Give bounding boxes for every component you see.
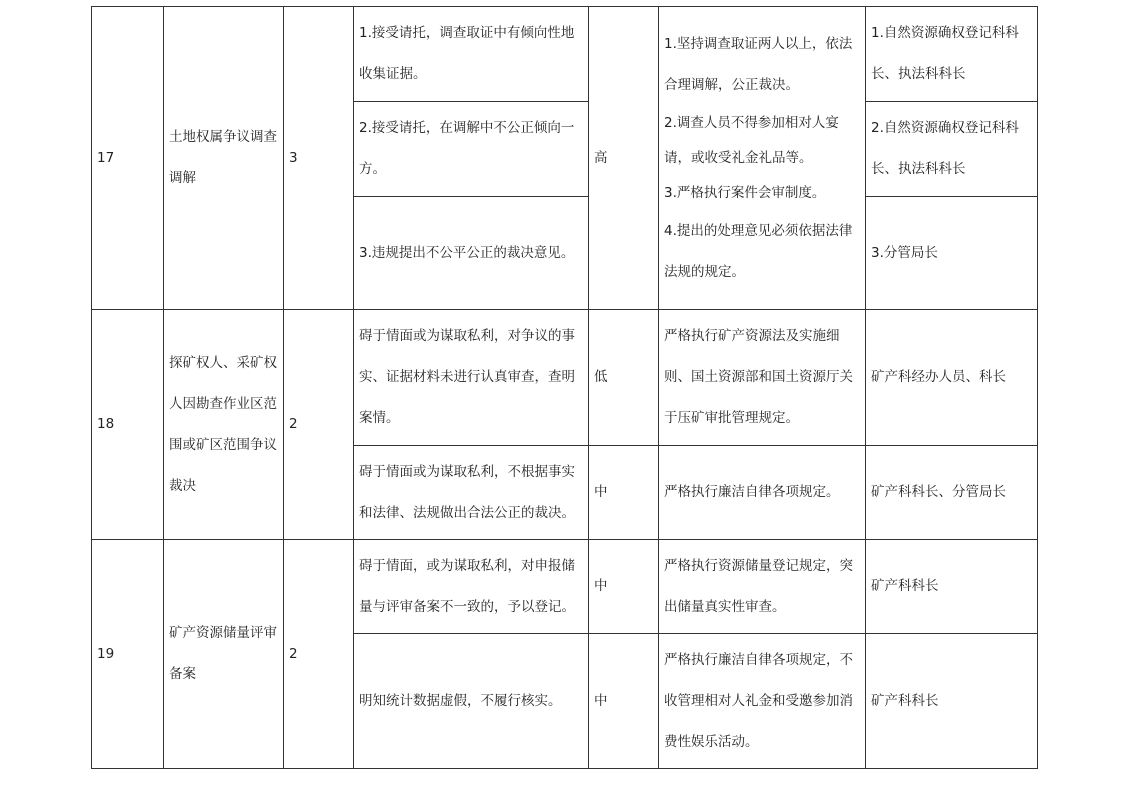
matter-cell: 土地权属争议调查调解	[164, 7, 284, 310]
count-cell: 3	[284, 7, 354, 310]
row-number-cell: 17	[92, 7, 164, 310]
risk-level-cell: 中	[589, 540, 659, 634]
matter-cell: 探矿权人、采矿权人因勘查作业区范围或矿区范围争议裁决	[164, 310, 284, 540]
risk-point-cell: 碍于情面，或为谋取私利，对申报储量与评审备案不一致的，予以登记。	[354, 540, 589, 634]
risk-point-cell: 明知统计数据虚假，不履行核实。	[354, 634, 589, 769]
risk-point-cell: 1.接受请托，调查取证中有倾向性地收集证据。	[354, 7, 589, 102]
measures-cell: 严格执行廉洁自律各项规定。	[659, 446, 866, 540]
count-cell: 2	[284, 540, 354, 769]
table-row	[92, 7, 1038, 102]
measures-cell	[659, 7, 866, 310]
count-cell: 2	[284, 310, 354, 540]
risk-point-cell: 2.接受请托，在调解中不公正倾向一方。	[354, 102, 589, 197]
risk-point-cell: 碍于情面或为谋取私利，对争议的事实、证据材料未进行认真审查，查明案情。	[354, 310, 589, 446]
row-number-cell: 19	[92, 540, 164, 769]
risk-level-cell: 低	[589, 310, 659, 446]
risk-table	[91, 6, 1038, 769]
table-row	[92, 540, 1038, 634]
risk-level-cell: 高	[589, 7, 659, 310]
responsible-cell: 矿产科经办人员、科长	[866, 310, 1038, 446]
risk-level-cell: 中	[589, 446, 659, 540]
measure-item: 3.严格执行案件会审制度。	[664, 184, 826, 201]
responsible-cell: 1.自然资源确权登记科科长、执法科科长	[866, 7, 1038, 102]
measures-cell: 严格执行资源储量登记规定，突出储量真实性审查。	[659, 540, 866, 634]
matter-cell: 矿产资源储量评审备案	[164, 540, 284, 769]
responsible-cell: 矿产科科长	[866, 634, 1038, 769]
measures-cell: 严格执行矿产资源法及实施细则、国土资源部和国土资源厅关于压矿审批管理规定。	[659, 310, 866, 446]
table-row	[92, 310, 1038, 446]
measure-item: 1.坚持调查取证两人以上，依法合理调解，公正裁决。	[664, 35, 853, 93]
row-number-cell: 18	[92, 310, 164, 540]
responsible-cell: 2.自然资源确权登记科科长、执法科科长	[866, 102, 1038, 197]
risk-point-cell: 3.违规提出不公平公正的裁决意见。	[354, 197, 589, 310]
risk-point-cell: 碍于情面或为谋取私利，不根据事实和法律、法规做出合法公正的裁决。	[354, 446, 589, 540]
responsible-cell: 矿产科科长	[866, 540, 1038, 634]
measures-cell: 严格执行廉洁自律各项规定，不收管理相对人礼金和受邀参加消费性娱乐活动。	[659, 634, 866, 769]
responsible-cell: 矿产科科长、分管局长	[866, 446, 1038, 540]
responsible-cell: 3.分管局长	[866, 197, 1038, 310]
risk-level-cell: 中	[589, 634, 659, 769]
measure-item: 4.提出的处理意见必须依据法律法规的规定。	[664, 222, 853, 280]
measure-item: 2.调查人员不得参加相对人宴请，或收受礼金礼品等。	[664, 114, 839, 166]
